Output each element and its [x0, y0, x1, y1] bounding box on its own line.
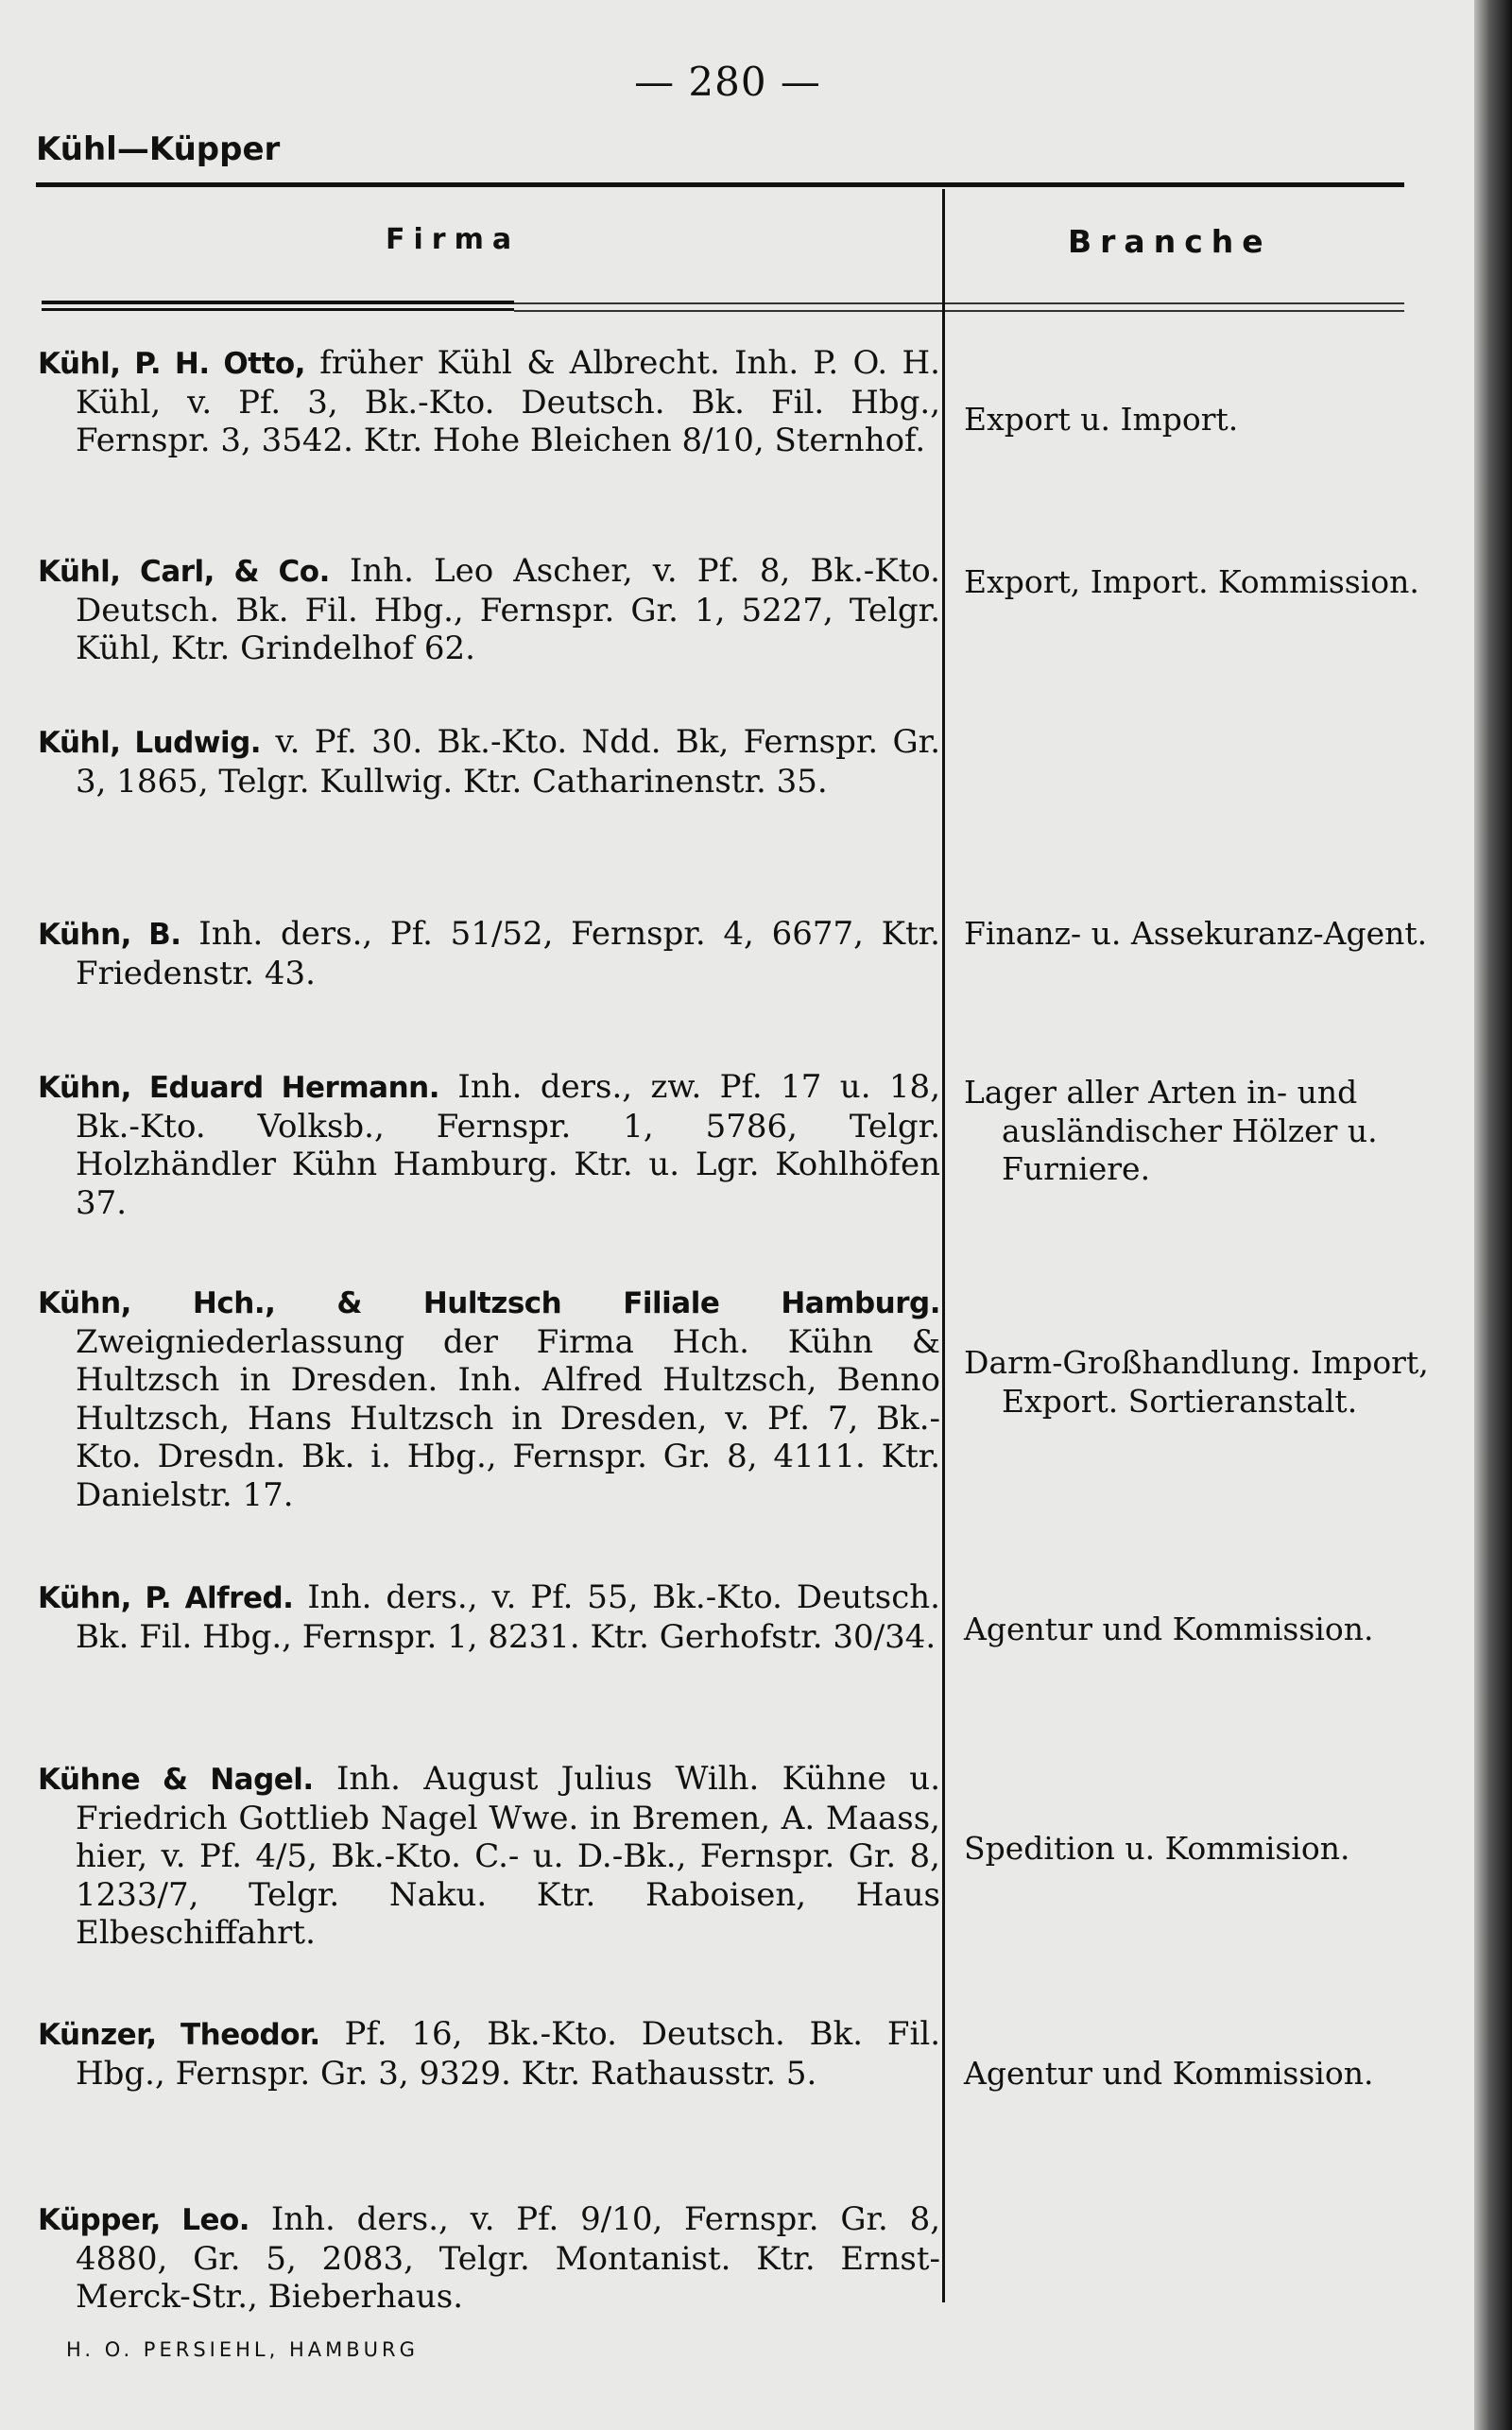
directory-entry: [38, 1068, 940, 1222]
branche-text: Export, Import. Kommission.: [964, 563, 1419, 600]
firm-details: Inh. Leo Ascher, v. Pf. 8, Bk.-Kto. Deutsch. Bk. Fil. Hbg., Fernspr. Gr. 1, 5227, Telgr. Kühl, Ktr. Grindelhof 62.: [76, 552, 940, 667]
column-header-firma: Firma: [386, 223, 521, 256]
firma-text: [38, 1578, 940, 1656]
directory-entry: [38, 1578, 940, 1656]
firm-name: Küpper, Leo.: [38, 2203, 250, 2237]
firm-details: Inh. ders., v. Pf. 55, Bk.-Kto. Deutsch. Bk. Fil. Hbg., Fernspr. 1, 8231. Ktr. Gerhofstr. 30/34.: [76, 1578, 940, 1656]
branche-text: Lager aller Arten in- und ausländischer Hölzer u. Furniere.: [964, 1074, 1378, 1187]
double-rule-thick-bottom: [42, 308, 514, 311]
directory-entry: [38, 344, 940, 460]
firma-text: [38, 2015, 940, 2093]
firm-name: Kühn, B.: [38, 918, 181, 952]
firm-details: Inh. ders., v. Pf. 9/10, Fernspr. Gr. 8, 4880, Gr. 5, 2083, Telgr. Montanist. Ktr. Ernst-Merck-Str., Bieberhaus.: [76, 2200, 941, 2316]
firm-details: Zweigniederlassung der Firma Hch. Kühn & Hultzsch in Dresden. Inh. Alfred Hultzsch, Benno Hultzsch, Hans Hultzsch in Dresden, v. Pf. 7, Bk.-Kto. Dresdn. Bk. i. Hbg., Fernspr. Gr. 8, 4111. Ktr. Danielstr. 17.: [76, 1322, 940, 1514]
directory-entry: [38, 552, 940, 668]
directory-entry: [38, 2200, 940, 2317]
firm-details: Pf. 16, Bk.-Kto. Deutsch. Bk. Fil. Hbg., Fernspr. Gr. 3, 9329. Ktr. Rathausstr. 5.: [76, 2015, 941, 2093]
page-edge-shadow: [1474, 0, 1512, 2430]
firm-name: Kühn, Hch., & Hultzsch Filiale Hamburg.: [38, 1286, 940, 1320]
firma-text: [38, 2200, 940, 2317]
double-rule-thick-top: [42, 301, 514, 304]
column-header-branche: Branche: [1068, 223, 1272, 260]
branche-text: Agentur und Kommission.: [964, 2055, 1374, 2092]
directory-entry: [38, 2015, 940, 2093]
branche-text: Spedition u. Kommision.: [964, 1830, 1350, 1867]
firm-name: Kühl, Carl, & Co.: [38, 555, 330, 589]
firm-details: früher Kühl & Albrecht. Inh. P. O. H. Kühl, v. Pf. 3, Bk.-Kto. Deutsch. Bk. Fil. Hbg., Fernspr. 3, 3542. Ktr. Hohe Bleichen 8/10, Sternhof.: [76, 344, 940, 459]
printer-imprint: H. O. PERSIEHL, HAMBURG: [66, 2338, 419, 2361]
firma-text: [38, 723, 940, 801]
firma-text: [38, 552, 940, 668]
firm-details: Inh. August Julius Wilh. Kühne u. Friedrich Gottlieb Nagel Wwe. in Bremen, A. Maass, hier, v. Pf. 4/5, Bk.-Kto. C.- u. D.-Bk., Fernspr. Gr. 8, 1233/7, Telgr. Naku. Ktr. Raboisen, Haus Elbeschiffahrt.: [76, 1760, 941, 1952]
double-rule-thin-top: [514, 302, 1404, 304]
firm-name: Kühn, Eduard Hermann.: [38, 1071, 439, 1105]
branche-text: Darm-Großhandlung. Import, Export. Sortieranstalt.: [964, 1344, 1429, 1420]
double-rule-thin-bottom: [514, 310, 1404, 312]
firm-details: Inh. ders., Pf. 51/52, Fernspr. 4, 6677, Ktr. Friedenstr. 43.: [76, 915, 940, 992]
firm-details: v. Pf. 30. Bk.-Kto. Ndd. Bk, Fernspr. Gr. 3, 1865, Telgr. Kullwig. Ktr. Catharinenstr. 35.: [76, 723, 941, 801]
firma-text: [38, 1068, 940, 1222]
page-number: — 280 —: [634, 59, 821, 105]
firm-details: Inh. ders., zw. Pf. 17 u. 18, Bk.-Kto. Volksb., Fernspr. 1, 5786, Telgr. Holzhändler Kühn Hamburg. Ktr. u. Lgr. Kohlhöfen 37.: [76, 1068, 940, 1222]
firma-text: [38, 1760, 940, 1953]
firm-name: Kühl, Ludwig.: [38, 726, 262, 760]
firm-name: Kühne & Nagel.: [38, 1763, 314, 1797]
firma-text: [38, 344, 940, 460]
header-rule: [36, 182, 1404, 187]
column-divider: [942, 189, 945, 2302]
firm-name: Kühn, P. Alfred.: [38, 1581, 294, 1615]
firm-name: Künzer, Theodor.: [38, 2018, 320, 2052]
directory-entry: [38, 915, 940, 992]
firma-text: [38, 915, 940, 992]
branche-text: Finanz- u. Assekuranz-Agent.: [964, 915, 1428, 952]
branche-text: Export u. Import.: [964, 401, 1239, 438]
firm-name: Kühl, P. H. Otto,: [38, 347, 305, 381]
running-head: Kühl—Küpper: [36, 130, 281, 168]
branche-text: Agentur und Kommission.: [964, 1611, 1374, 1647]
directory-entry: [38, 1760, 940, 1953]
directory-entry: [38, 723, 940, 801]
directory-entry: [38, 1284, 940, 1514]
firma-text: [38, 1284, 940, 1514]
